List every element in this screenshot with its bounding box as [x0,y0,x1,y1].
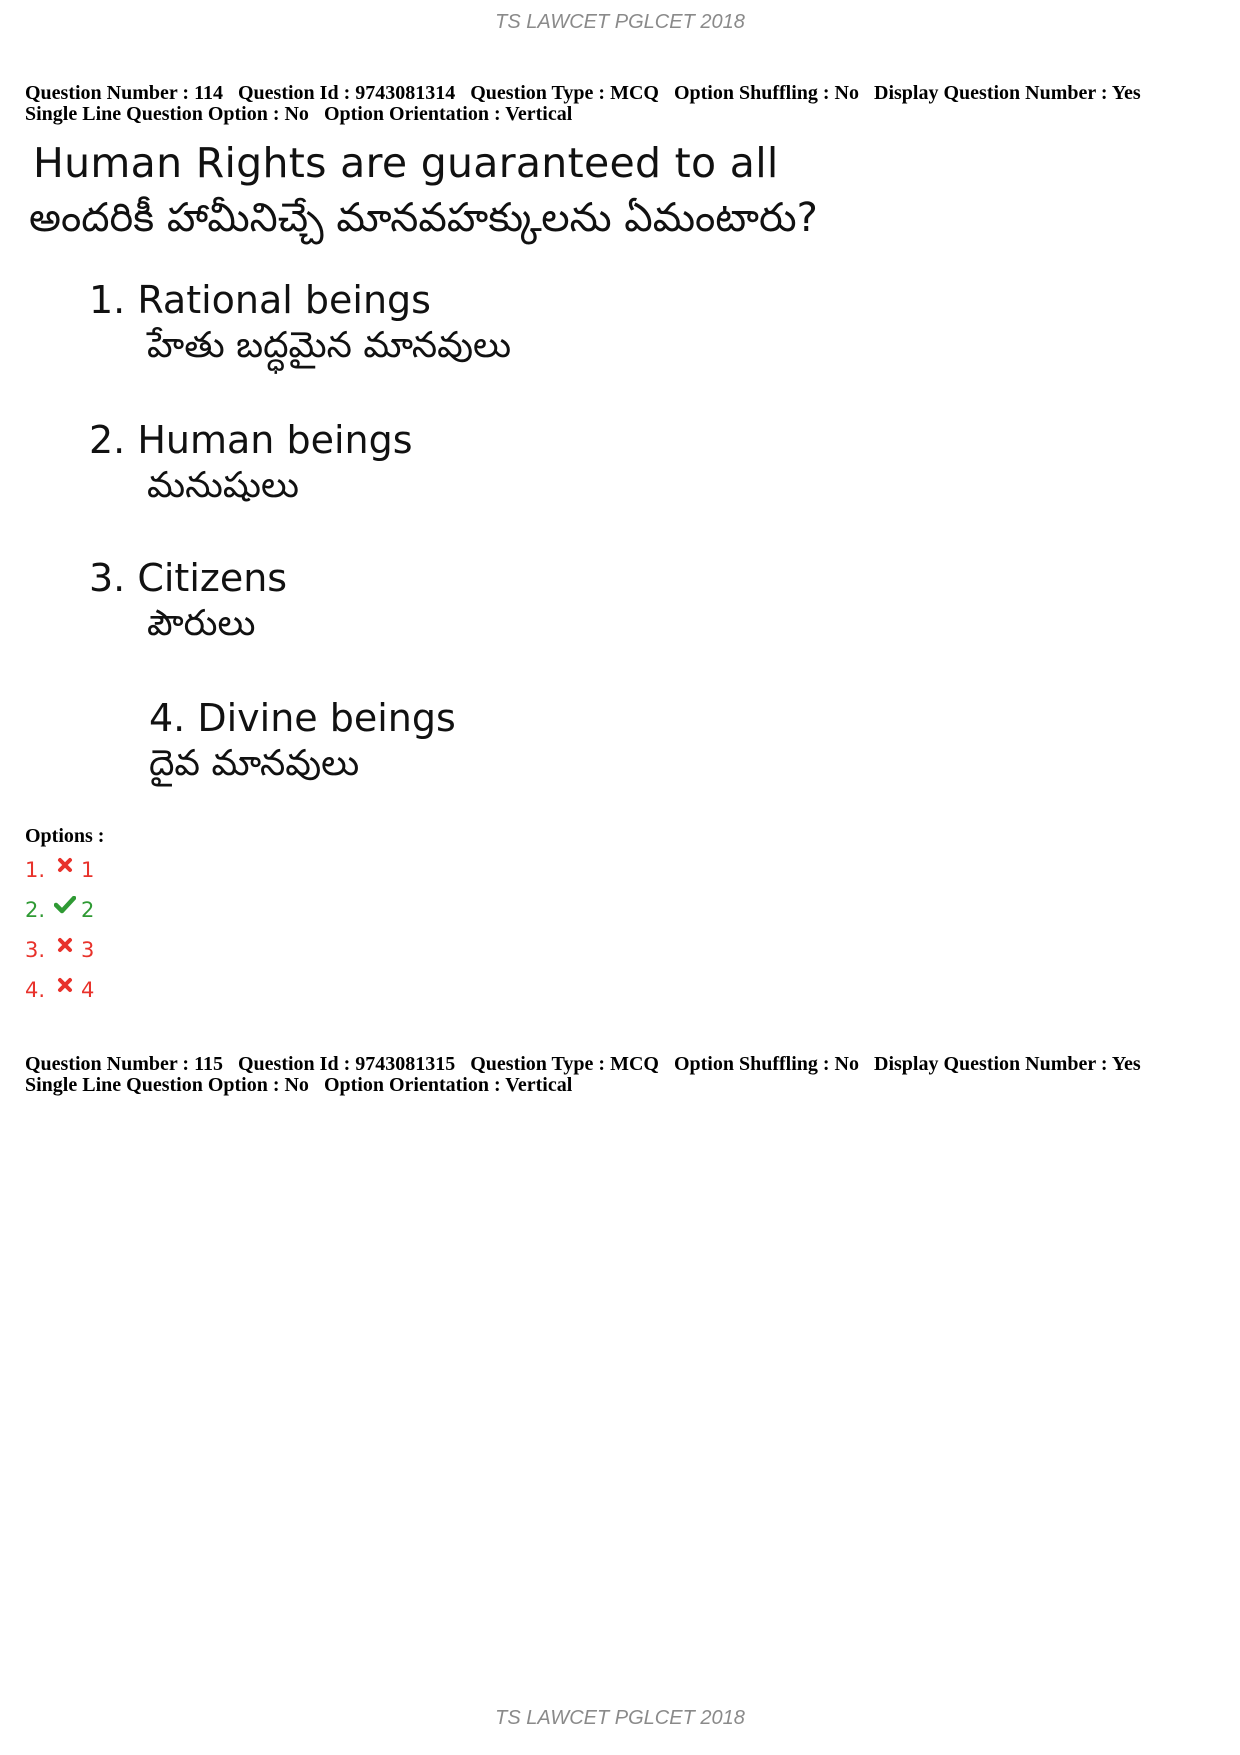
answer-option-4 [25,978,94,1002]
choice-english: 4. Divine beings [149,696,456,740]
choice-telugu: పౌరులు [147,603,256,644]
answer-option-2 [25,898,94,922]
question-number: Question Number : 114 [25,82,223,104]
page-header: TS LAWCET PGLCET 2018 [495,11,745,33]
answer-option-1 [25,858,94,882]
option-number: 1. [25,858,46,882]
choice-telugu: దైవ మానవులు [149,743,360,784]
question-meta [25,83,1225,125]
option-shuffling: Option Shuffling : No [673,82,860,104]
option-shuffling: Option Shuffling : No [673,1053,860,1075]
option-value: 1 [81,858,95,882]
option-number: 4. [25,978,46,1002]
single-line-option: Single Line Question Option : No [25,1074,309,1096]
option-value: 4 [81,978,95,1002]
question-text-english: Human Rights are guaranteed to all [33,139,779,187]
cross-icon [51,857,79,873]
option-value: 2 [81,898,95,922]
display-question-number: Display Question Number : Yes [874,1053,1141,1075]
option-orientation: Option Orientation : Vertical [323,103,573,125]
choice-english: 3. Citizens [89,556,288,600]
choice-4 [149,696,456,788]
question-type: Question Type : MCQ [470,82,659,104]
answer-option-3 [25,938,94,962]
choice-2 [89,418,413,510]
option-number: 3. [25,938,46,962]
cross-icon [51,977,79,993]
choice-telugu: హేతు బద్ధమైన మానవులు [147,325,512,366]
check-icon [51,896,79,914]
question-type: Question Type : MCQ [470,1053,659,1075]
question-text-telugu: అందరికీ హామీనిచ్చే మానవహక్కులను ఏమంటారు? [29,195,818,241]
cross-icon [51,937,79,953]
option-orientation: Option Orientation : Vertical [323,1074,573,1096]
question-image [25,133,925,813]
single-line-option: Single Line Question Option : No [25,103,309,125]
option-value: 3 [81,938,95,962]
choice-telugu: మనుషులు [147,465,299,506]
question-id: Question Id : 9743081315 [237,1053,456,1075]
options-label: Options : [25,825,105,847]
choice-english: 1. Rational beings [89,278,431,322]
choice-english: 2. Human beings [89,418,413,462]
choice-1 [89,278,511,370]
page-footer: TS LAWCET PGLCET 2018 [495,1707,745,1729]
question-number: Question Number : 115 [25,1053,223,1075]
question-id: Question Id : 9743081314 [237,82,456,104]
choice-3 [89,556,287,648]
option-number: 2. [25,898,46,922]
question-meta [25,1054,1225,1096]
display-question-number: Display Question Number : Yes [874,82,1141,104]
